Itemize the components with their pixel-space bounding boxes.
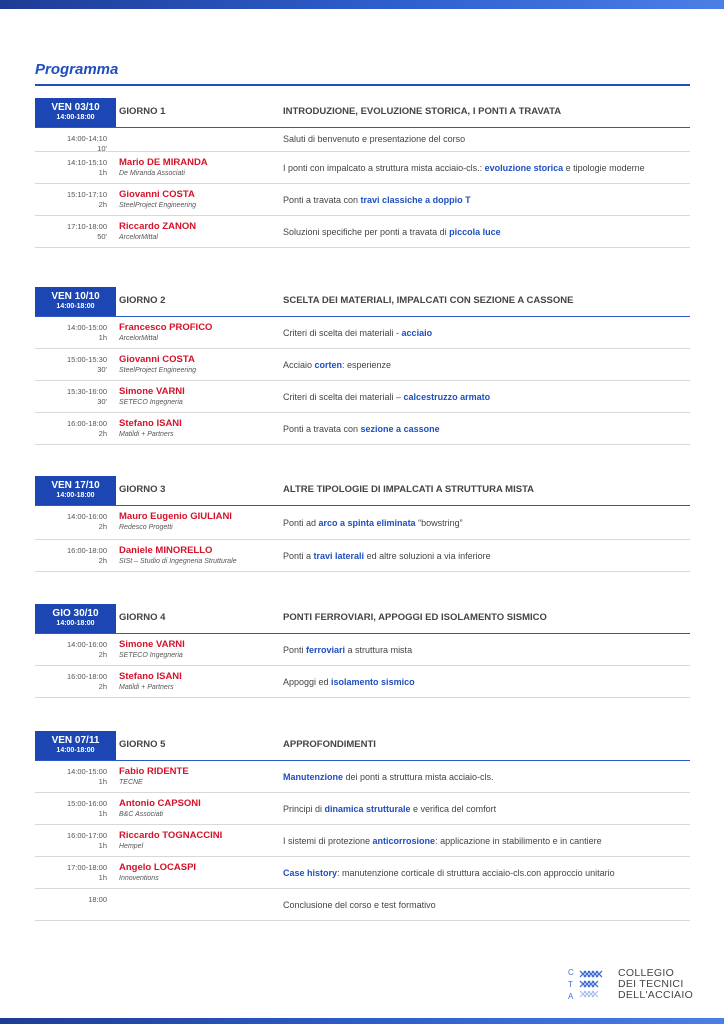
session-time-cell [35, 134, 107, 154]
day-date: VEN 10/10 [51, 291, 100, 302]
day-block [35, 731, 690, 921]
top-accent-bar [0, 0, 724, 9]
topic-text: Appoggi ed [283, 676, 332, 687]
day-hours: 14:00-18:00 [56, 747, 95, 754]
session-time-cell [35, 190, 107, 210]
topic-text: Ponti a travata con [283, 194, 361, 205]
session-topic [283, 152, 645, 183]
speaker-organization: SETECO Ingegneria [119, 652, 183, 659]
topic-text: Acciaio [283, 359, 315, 370]
day-hours: 14:00-18:00 [56, 620, 95, 627]
session-duration: 30' [97, 365, 107, 374]
topic-highlight: calcestruzzo armato [403, 391, 491, 402]
session-time-cell [35, 355, 107, 375]
day-date: VEN 17/10 [51, 480, 100, 491]
speaker-organization: De Miranda Associati [119, 170, 185, 177]
topic-text: a struttura mista [345, 644, 413, 655]
session-time-cell [35, 672, 107, 692]
speaker-organization: SETECO Ingegneria [119, 399, 183, 406]
session-row [35, 317, 690, 349]
session-topic [283, 184, 471, 215]
session-time-cell [35, 767, 107, 787]
speaker-name: Simone VARNI [119, 639, 185, 650]
session-duration: 2h [98, 200, 107, 209]
speaker-organization: Innoventions [119, 875, 159, 882]
speaker-name: Riccardo TOGNACCINI [119, 830, 223, 841]
day-header [35, 287, 690, 317]
session-time: 15:10-17:10 [66, 190, 107, 199]
day-block [35, 476, 690, 572]
session-topic [283, 413, 440, 444]
session-time-cell [35, 387, 107, 407]
topic-text: Criteri di scelta dei materiali - [283, 327, 402, 338]
speaker-organization: SteelProject Engineering [119, 367, 197, 374]
day-header [35, 98, 690, 128]
topic-text: Conclusione del corso e test formativo [283, 899, 436, 910]
topic-highlight: travi laterali [313, 550, 365, 561]
session-topic [283, 506, 463, 539]
topic-highlight: ferroviari [306, 644, 346, 655]
speaker-name: Angelo LOCASPI [119, 862, 197, 873]
session-time: 16:00-18:00 [66, 672, 107, 681]
topic-highlight: evoluzione storica [484, 162, 564, 173]
session-row [35, 184, 690, 216]
topic-text: I ponti con impalcato a struttura mista acciaio-cls.: [283, 162, 485, 173]
topic-text: e verifica del comfort [410, 803, 497, 814]
topic-text: Ponti a travata con [283, 423, 361, 434]
topic-text: : esperienze [342, 359, 392, 370]
session-time: 15:30-16:00 [66, 387, 107, 396]
speaker-organization: Matildi + Partners [119, 684, 174, 691]
session-row [35, 506, 690, 540]
day-topic: ALTRE TIPOLOGIE DI IMPALCATI A STRUTTURA MISTA [283, 484, 535, 495]
speaker-name: Mauro Eugenio GIULIANI [119, 511, 232, 522]
session-topic [283, 793, 496, 824]
day-date: VEN 07/11 [51, 735, 100, 746]
session-topic [283, 825, 602, 856]
bottom-accent-bar [0, 1018, 724, 1024]
session-time: 14:00-16:00 [66, 640, 107, 649]
speaker-name: Daniele MINORELLO [119, 545, 213, 556]
session-topic [283, 761, 494, 792]
session-row [35, 857, 690, 889]
ccta-logo-mark [566, 965, 616, 1005]
logo-line: DELL'ACCIAIO [618, 989, 694, 1001]
session-row [35, 128, 690, 152]
topic-text: Criteri di scelta dei materiali – [283, 391, 404, 402]
topic-highlight: Manutenzione [283, 771, 343, 782]
session-topic [283, 634, 412, 665]
topic-text: : manutenzione corticale di struttura acciaio-cls.con approccio unitario [337, 867, 615, 878]
speaker-organization: TECNE [119, 779, 143, 786]
session-time-cell [35, 831, 107, 851]
session-time-cell [35, 158, 107, 178]
session-topic [283, 889, 436, 920]
session-row [35, 381, 690, 413]
speaker-organization: SISt – Studio di Ingegneria Strutturale [119, 558, 237, 565]
day-block [35, 604, 690, 698]
session-row [35, 216, 690, 248]
speaker-organization: ArcelorMittal [119, 335, 158, 342]
session-time: 14:00-16:00 [66, 512, 107, 521]
date-badge [35, 287, 116, 316]
session-time-cell [35, 323, 107, 343]
title-divider [35, 84, 690, 86]
session-topic [283, 216, 501, 247]
session-time-cell [35, 640, 107, 660]
topic-text: Soluzioni specifiche per ponti a travata di [283, 226, 450, 237]
session-time-cell [35, 222, 107, 242]
date-badge [35, 476, 116, 505]
session-duration: 1h [98, 873, 107, 882]
session-duration: 1h [98, 841, 107, 850]
day-label: GIORNO 1 [119, 106, 166, 117]
speaker-organization: Matildi + Partners [119, 431, 174, 438]
session-time-cell [35, 895, 107, 905]
speaker-name: Simone VARNI [119, 386, 185, 397]
session-duration: 2h [98, 556, 107, 565]
session-row [35, 540, 690, 572]
session-time: 14:00-15:00 [66, 323, 107, 332]
speaker-name: Riccardo ZANON [119, 221, 197, 232]
topic-text: dei ponti a struttura mista acciaio-cls. [343, 771, 494, 782]
day-label: GIORNO 4 [119, 612, 166, 623]
date-badge [35, 731, 116, 760]
session-duration: 30' [97, 397, 107, 406]
speaker-organization: ArcelorMittal [119, 234, 158, 241]
day-topic: INTRODUZIONE, EVOLUZIONE STORICA, I PONTI A TRAVATA [283, 106, 562, 117]
session-duration: 2h [98, 650, 107, 659]
session-time: 15:00-16:00 [66, 799, 107, 808]
svg-text:C: C [568, 968, 574, 977]
logo-line: DEI TECNICI [618, 978, 684, 990]
logo-line: COLLEGIO [618, 967, 675, 979]
session-row [35, 825, 690, 857]
session-time-cell [35, 863, 107, 883]
day-header [35, 476, 690, 506]
session-time: 17:00-18:00 [66, 863, 107, 872]
session-row [35, 413, 690, 445]
session-topic [283, 128, 465, 151]
session-row [35, 889, 690, 921]
topic-text: I sistemi di protezione [283, 835, 373, 846]
session-time: 15:00-15:30 [66, 355, 107, 364]
session-duration: 2h [98, 682, 107, 691]
topic-highlight: isolamento sismico [331, 676, 415, 687]
day-hours: 14:00-18:00 [56, 492, 95, 499]
topic-highlight: anticorrosione [372, 835, 436, 846]
day-label: GIORNO 2 [119, 295, 166, 306]
session-row [35, 634, 690, 666]
topic-highlight: travi classiche a doppio T [360, 194, 471, 205]
session-row [35, 152, 690, 184]
session-duration: 1h [98, 809, 107, 818]
day-header [35, 604, 690, 634]
speaker-organization: Redesco Progetti [119, 524, 173, 531]
session-duration: 1h [98, 333, 107, 342]
speaker-name: Giovanni COSTA [119, 189, 195, 200]
session-topic [283, 540, 491, 571]
day-date: GIO 30/10 [52, 608, 99, 619]
day-hours: 14:00-18:00 [56, 303, 95, 310]
speaker-name: Stefano ISANI [119, 418, 182, 429]
topic-highlight: corten [314, 359, 343, 370]
speaker-name: Mario DE MIRANDA [119, 157, 208, 168]
session-topic [283, 857, 615, 888]
day-block [35, 98, 690, 248]
topic-highlight: Case history [283, 867, 338, 878]
topic-highlight: arco a spinta eliminata [318, 517, 416, 528]
day-date: VEN 03/10 [51, 102, 100, 113]
svg-text:A: A [568, 992, 574, 1001]
day-topic: SCELTA DEI MATERIALI, IMPALCATI CON SEZIONE A CASSONE [283, 295, 574, 306]
session-topic [283, 381, 490, 412]
date-badge [35, 604, 116, 633]
session-topic [283, 666, 415, 697]
session-time-cell [35, 512, 107, 532]
session-time: 16:00-18:00 [66, 419, 107, 428]
ccta-logo [566, 965, 706, 1005]
speaker-name: Stefano ISANI [119, 671, 182, 682]
session-duration: 1h [98, 777, 107, 786]
speaker-name: Antonio CAPSONI [119, 798, 201, 809]
topic-text: Principi di [283, 803, 325, 814]
topic-text: “bowstring” [415, 517, 463, 528]
session-time-cell [35, 546, 107, 566]
day-block [35, 287, 690, 445]
session-row [35, 349, 690, 381]
session-time: 14:10-15:10 [66, 158, 107, 167]
speaker-name: Giovanni COSTA [119, 354, 195, 365]
session-row [35, 666, 690, 698]
day-label: GIORNO 3 [119, 484, 166, 495]
session-time-cell [35, 799, 107, 819]
day-label: GIORNO 5 [119, 739, 166, 750]
speaker-name: Fabio RIDENTE [119, 766, 189, 777]
topic-highlight: piccola luce [449, 226, 501, 237]
topic-text: Ponti ad [283, 517, 319, 528]
speaker-name: Francesco PROFICO [119, 322, 213, 333]
date-badge [35, 98, 116, 127]
session-time: 16:00-17:00 [66, 831, 107, 840]
session-row [35, 761, 690, 793]
session-time: 16:00-18:00 [66, 546, 107, 555]
page-title: Programma [35, 61, 119, 78]
topic-text: Saluti di benvenuto e presentazione del corso [283, 134, 466, 144]
topic-text: e tipologie moderne [563, 162, 645, 173]
session-duration: 50' [97, 232, 107, 241]
topic-text: Ponti [283, 644, 307, 655]
speaker-organization: B&C Associati [119, 811, 164, 818]
topic-highlight: sezione a cassone [360, 423, 440, 434]
session-duration: 2h [98, 429, 107, 438]
ccta-logo-text [618, 968, 693, 1001]
session-duration: 2h [98, 522, 107, 531]
topic-highlight: acciaio [401, 327, 433, 338]
session-time: 14:00-15:00 [66, 767, 107, 776]
topic-highlight: dinamica strutturale [324, 803, 411, 814]
session-time: 17:10-18:00 [66, 222, 107, 231]
session-duration: 1h [98, 168, 107, 177]
topic-text: : applicazione in stabilimento e in cantiere [435, 835, 602, 846]
svg-text:T: T [568, 980, 573, 989]
session-time-cell [35, 419, 107, 439]
session-time: 14:00-14:10 [66, 134, 107, 143]
session-duration: 10' [97, 144, 107, 153]
topic-text: ed altre soluzioni a via inferiore [364, 550, 491, 561]
day-topic: APPROFONDIMENTI [283, 739, 376, 750]
day-header [35, 731, 690, 761]
day-hours: 14:00-18:00 [56, 114, 95, 121]
speaker-organization: Hempel [119, 843, 144, 850]
session-row [35, 793, 690, 825]
day-topic: PONTI FERROVIARI, APPOGGI ED ISOLAMENTO SISMICO [283, 612, 547, 623]
topic-text: Ponti a [283, 550, 314, 561]
session-topic [283, 317, 432, 348]
session-topic [283, 349, 391, 380]
session-time: 18:00 [88, 895, 107, 904]
speaker-organization: SteelProject Engineering [119, 202, 197, 209]
